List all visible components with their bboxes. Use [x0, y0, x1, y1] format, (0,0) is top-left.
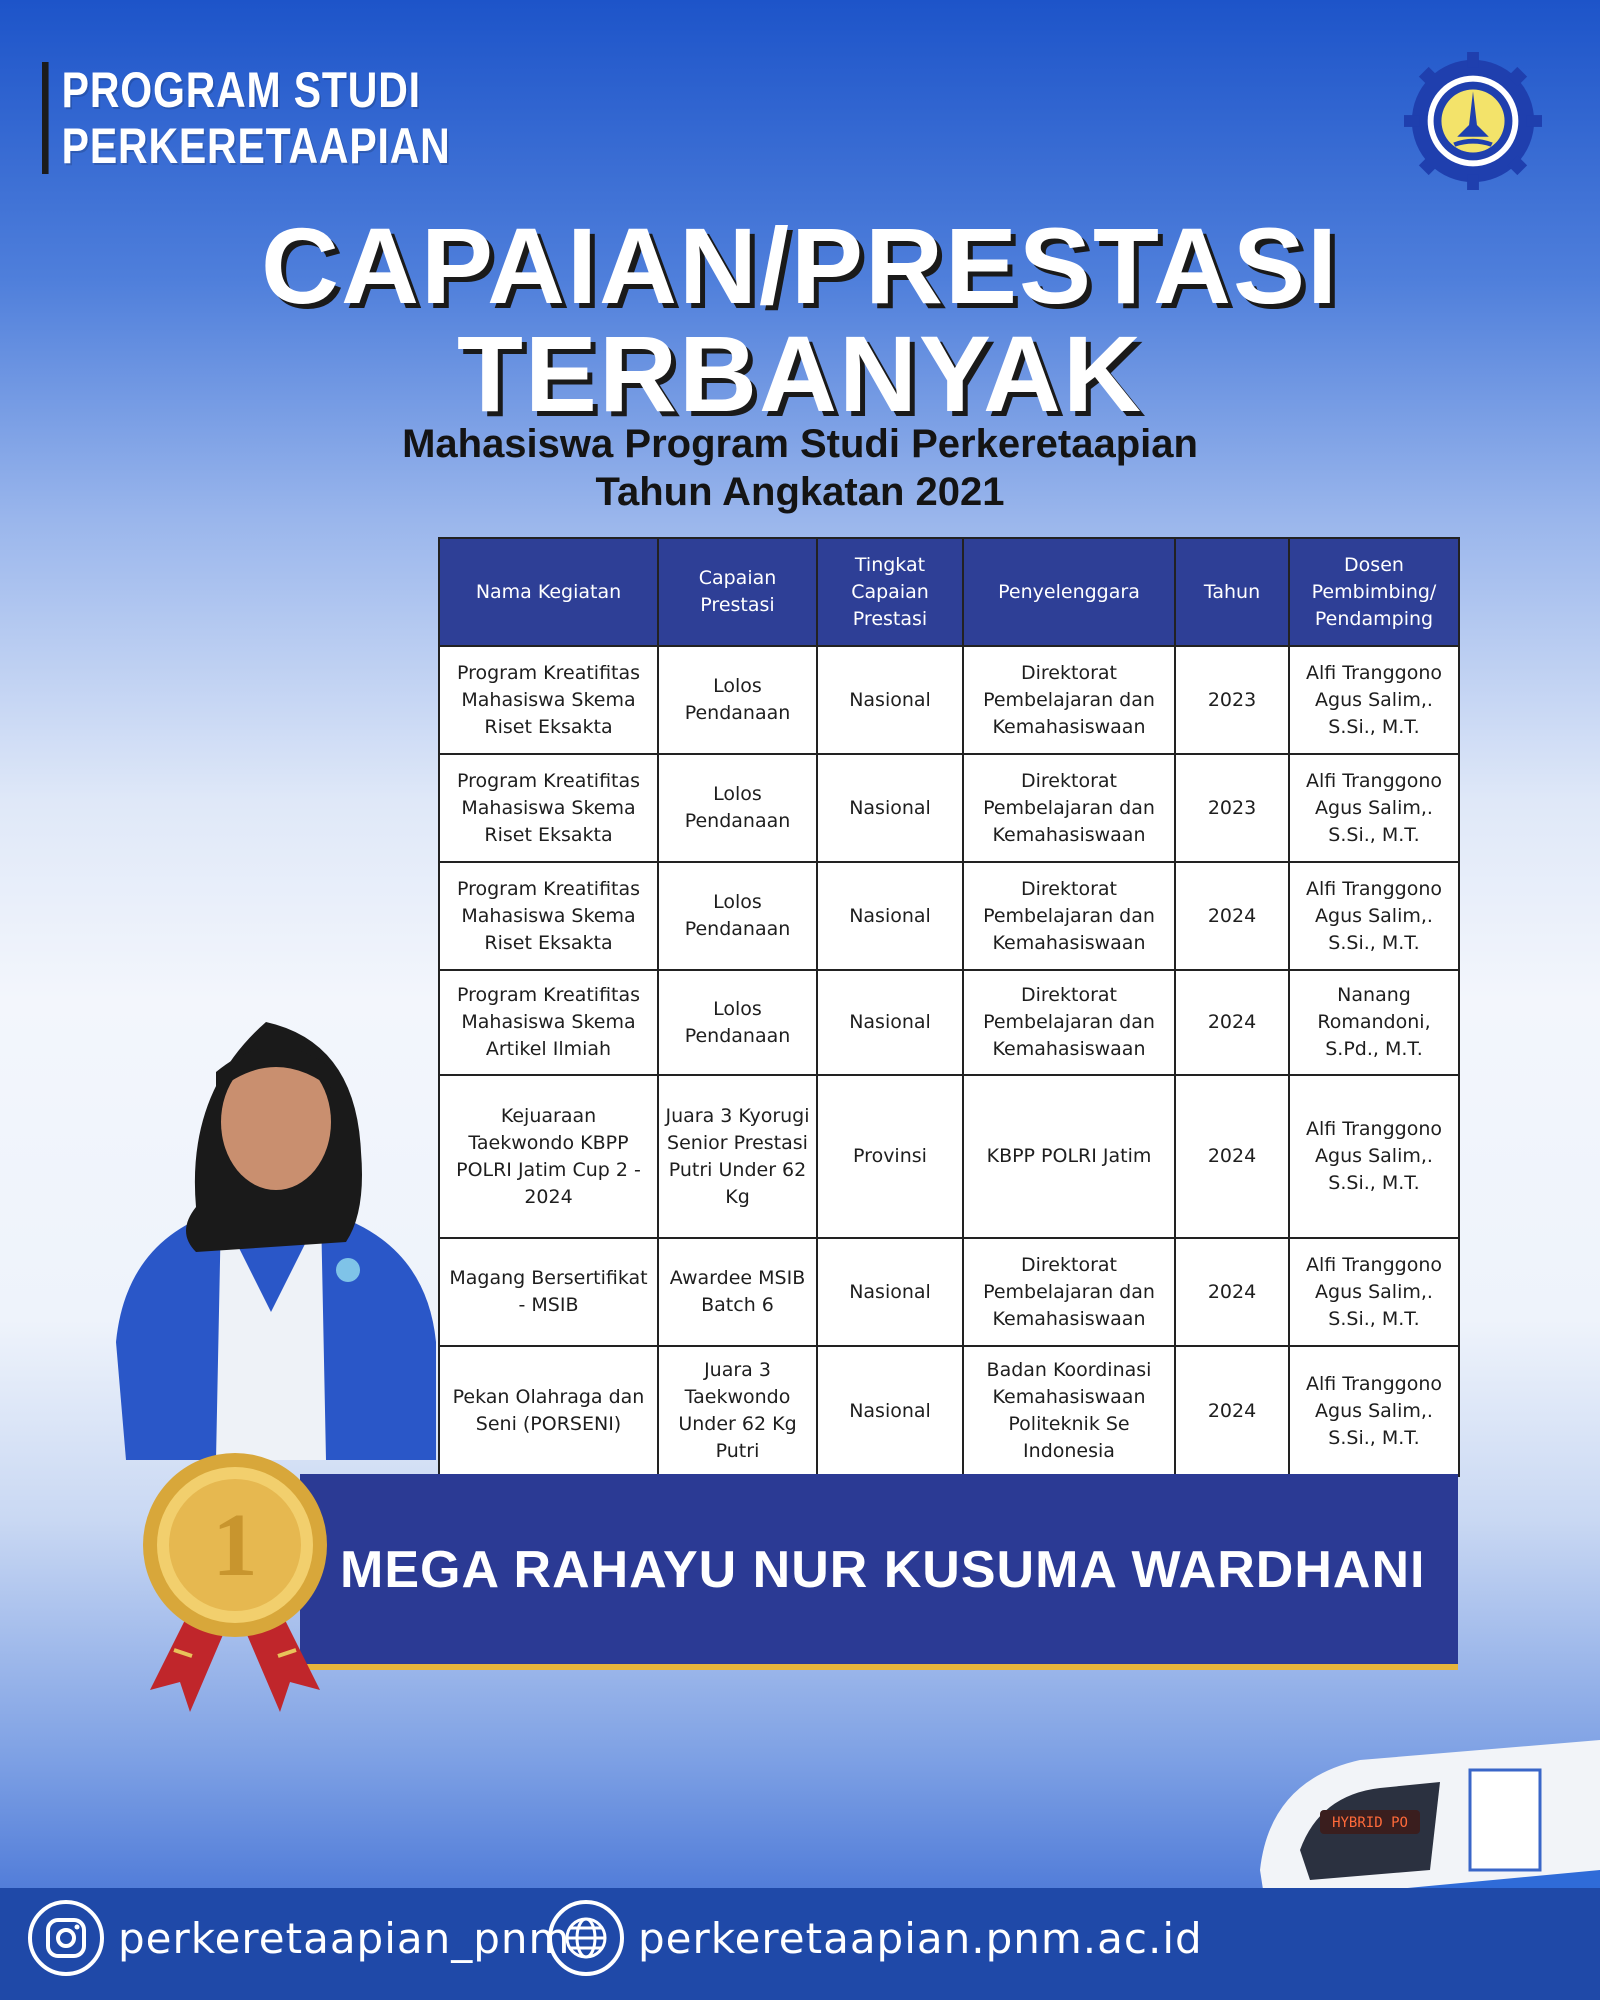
header-capaian-prestasi: Capaian Prestasi — [658, 538, 817, 646]
table-cell: Kejuaraan Taekwondo KBPP POLRI Jatim Cup 2 - 2024 — [439, 1075, 658, 1238]
table-cell: 2023 — [1175, 646, 1289, 754]
table-cell: 2024 — [1175, 1075, 1289, 1238]
program-line1: PROGRAM STUDI — [61, 62, 421, 118]
instagram-link[interactable] — [28, 1900, 570, 1976]
globe-icon — [548, 1900, 624, 1976]
winner-name: MEGA RAHAYU NUR KUSUMA WARDHANI — [340, 1541, 1426, 1599]
table-cell: 2024 — [1175, 970, 1289, 1075]
table-row — [439, 1238, 1459, 1346]
gold-medal-icon — [130, 1450, 340, 1720]
table-cell: Lolos Pendanaan — [658, 646, 817, 754]
table-cell: 2024 — [1175, 1346, 1289, 1476]
table-cell: Nasional — [817, 1238, 963, 1346]
table-cell: Badan Koordinasi Kemahasiswaan Politeknik Se Indonesia — [963, 1346, 1175, 1476]
program-title — [42, 62, 451, 174]
header-nama-kegiatan: Nama Kegiatan — [439, 538, 658, 646]
table-row — [439, 1346, 1459, 1476]
program-line2: PERKERETAAPIAN — [61, 118, 451, 174]
header-dosen: Dosen Pembimbing/ Pendamping — [1289, 538, 1459, 646]
table-cell: Awardee MSIB Batch 6 — [658, 1238, 817, 1346]
table-row — [439, 970, 1459, 1075]
table-cell: Direktorat Pembelajaran dan Kemahasiswaan — [963, 646, 1175, 754]
table-row — [439, 754, 1459, 862]
table-cell: Direktorat Pembelajaran dan Kemahasiswaan — [963, 970, 1175, 1075]
table-cell: Alfi Tranggono Agus Salim,. S.Si., M.T. — [1289, 1238, 1459, 1346]
table-cell: Alfi Tranggono Agus Salim,. S.Si., M.T. — [1289, 862, 1459, 970]
table-cell: Lolos Pendanaan — [658, 754, 817, 862]
table-cell: Program Kreatifitas Mahasiswa Skema Riset Eksakta — [439, 754, 658, 862]
table-cell: 2023 — [1175, 754, 1289, 862]
table-cell: Juara 3 Kyorugi Senior Prestasi Putri Under 62 Kg — [658, 1075, 817, 1238]
table-cell: Direktorat Pembelajaran dan Kemahasiswaan — [963, 862, 1175, 970]
table-cell: Pekan Olahraga dan Seni (PORSENI) — [439, 1346, 658, 1476]
table-row — [439, 1075, 1459, 1238]
table-cell: Direktorat Pembelajaran dan Kemahasiswaan — [963, 754, 1175, 862]
table-cell: 2024 — [1175, 1238, 1289, 1346]
table-cell: Nasional — [817, 862, 963, 970]
header-tingkat: Tingkat Capaian Prestasi — [817, 538, 963, 646]
table-cell: 2024 — [1175, 862, 1289, 970]
table-cell: Nasional — [817, 646, 963, 754]
table-cell: Magang Bersertifikat - MSIB — [439, 1238, 658, 1346]
instagram-icon — [28, 1900, 104, 1976]
table-row — [439, 862, 1459, 970]
website-url: perkeretaapian.pnm.ac.id — [638, 1913, 1203, 1963]
achievement-table — [438, 537, 1460, 1477]
subtitle-line2: Tahun Angkatan 2021 — [595, 470, 1005, 514]
table-cell: Provinsi — [817, 1075, 963, 1238]
table-cell: Alfi Tranggono Agus Salim,. S.Si., M.T. — [1289, 646, 1459, 754]
medal-rank: 1 — [212, 1496, 258, 1595]
table-cell: Program Kreatifitas Mahasiswa Skema Riset Eksakta — [439, 862, 658, 970]
table-cell: Alfi Tranggono Agus Salim,. S.Si., M.T. — [1289, 754, 1459, 862]
table-cell: Lolos Pendanaan — [658, 970, 817, 1075]
table-cell: Direktorat Pembelajaran dan Kemahasiswaan — [963, 1238, 1175, 1346]
table-cell: Alfi Tranggono Agus Salim,. S.Si., M.T. — [1289, 1075, 1459, 1238]
table-cell: Nasional — [817, 970, 963, 1075]
table-cell: Program Kreatifitas Mahasiswa Skema Artikel Ilmiah — [439, 970, 658, 1075]
main-title-line1: CAPAIAN/PRESTASI — [260, 205, 1340, 326]
table-cell: Juara 3 Taekwondo Under 62 Kg Putri — [658, 1346, 817, 1476]
header-penyelenggara: Penyelenggara — [963, 538, 1175, 646]
website-link[interactable] — [548, 1900, 1203, 1976]
table-cell: Nanang Romandoni, S.Pd., M.T. — [1289, 970, 1459, 1075]
institution-logo-icon — [1404, 52, 1542, 190]
header-tahun: Tahun — [1175, 538, 1289, 646]
student-photo — [96, 1012, 446, 1460]
table-row — [439, 646, 1459, 754]
instagram-handle: perkeretaapian_pnm — [118, 1913, 571, 1963]
table-cell: Nasional — [817, 1346, 963, 1476]
subtitle-line1: Mahasiswa Program Studi Perkeretaapian — [402, 422, 1198, 466]
table-header-row — [439, 538, 1459, 646]
main-title-line2: TERBANYAK — [456, 313, 1144, 434]
table-cell: Program Kreatifitas Mahasiswa Skema Riset Eksakta — [439, 646, 658, 754]
train-display: HYBRID PO — [1332, 1815, 1408, 1831]
table-cell: Lolos Pendanaan — [658, 862, 817, 970]
table-cell: Alfi Tranggono Agus Salim,. S.Si., M.T. — [1289, 1346, 1459, 1476]
table-cell: Nasional — [817, 754, 963, 862]
table-cell: KBPP POLRI Jatim — [963, 1075, 1175, 1238]
